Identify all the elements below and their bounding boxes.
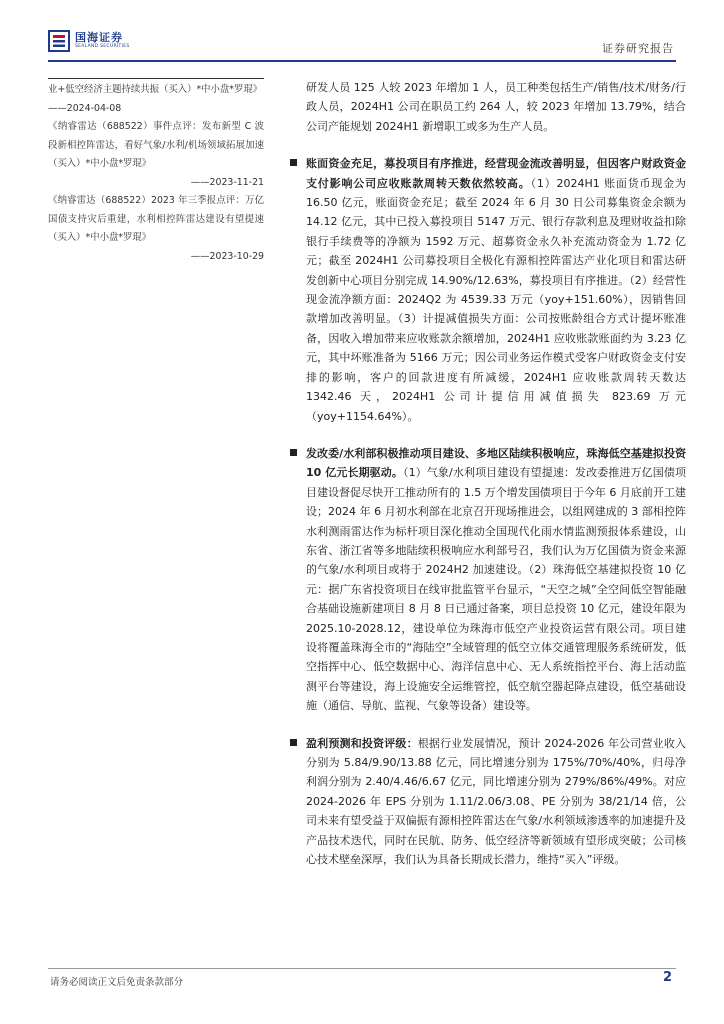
section-paragraph [306, 444, 686, 716]
company-logo [48, 30, 130, 52]
logo-cn-text: 国海证券 [75, 31, 123, 45]
page-number: 2 [662, 970, 672, 985]
related-report-title: 《纳睿雷达（688522）2023 年三季报点评：万亿国债支持灾后重建，水利相控阵雷达建设有望提速（买入）*中小盘*罗琨》 [48, 195, 264, 243]
section-heading: 发改委/水利部积极推动项目建设、多地区陆续积极响应，珠海低空基建拟投资 10 亿元长期驱动。 [306, 446, 686, 480]
related-report-date: ——2023-11-21 [190, 176, 264, 188]
square-bullet-icon [290, 739, 297, 746]
square-bullet-icon [290, 159, 297, 166]
section-capital-projects [290, 154, 686, 426]
related-reports [48, 78, 264, 266]
footer-disclaimer: 请务必阅读正文后免责条款部分 [50, 977, 184, 988]
logo-icon [48, 30, 70, 52]
related-report-date: ——2024-04-08 [48, 102, 122, 114]
related-report-item [48, 118, 264, 192]
section-forecast-rating [290, 734, 686, 870]
page-header [0, 0, 724, 62]
related-report-title: 《纳睿雷达（688522）事件点评：发布新型 C 波段新相控阵雷达，看好气象/水利/机场领域拓展加速（买入）*中小盘*罗琨》 [48, 121, 264, 169]
section-paragraph [306, 154, 686, 426]
section-body: （1）2024H1 账面货币现金为 16.50 亿元，账面资金充足；截至 2024 年 6 月 30 日公司募集资金余额为 14.12 亿元，其中已投入募投项目 5147 万元、银行存款利息及理财收益扣除银行手续费等的净额为 1592 万元、超募资金永久补充流动资金为 1.72 亿元；截至 2024H1 公司募投项目全极化有源相控阵雷达产业化项目和雷达研发创新中心项目分别完成 14.90%/12.63%，募投项目有序推进。（2）经营性现金流净额方面：2024Q2 为 4539.33 万元（yoy+151.60%），因销售回款增加改善明显。（3）计提减值损失方面：公司按账龄组合方式计提坏账准备，因收入增加带来应收账款余额增加，2024H1 应收账款账面约为 3.23 亿元，其中坏账准备为 5166 万元；因公司业务运作模式受客户财政资金支付安排的影响，客户的回款进度有所减缓，2024H1 应收账款周转天数达 1342.46 天，2024H1 公司计提信用减值损失 823.69 万元（yoy+1154.64%）。 [306, 176, 687, 423]
main-content [290, 78, 686, 869]
section-heading: 账面资金充足，募投项目有序推进，经营现金流改善明显，但因客户财政资金支付影响公司应收账款周转天数依然较高。 [306, 157, 686, 190]
section-policy-drivers [290, 444, 686, 716]
section-paragraph [306, 734, 686, 870]
intro-paragraph: 研发人员 125 人较 2023 年增加 1 人，员工种类包括生产/销售/技术/财务/行政人员，2024H1 公司在职员工约 264 人，较 2023 年增加 13.79%，结合公司产能规划 2024H1 新增职工或多为生产人员。 [306, 81, 686, 133]
related-report-title: 业+低空经济主题持续共振（买入）*中小盘*罗琨》 [48, 84, 263, 95]
related-report-item [48, 81, 264, 118]
related-report-date: ——2023-10-29 [190, 250, 264, 262]
header-divider [48, 60, 676, 62]
related-report-item [48, 192, 264, 266]
logo-en-text: SEALAND SECURITIES [75, 44, 130, 50]
section-heading: 盈利预测和投资评级： [306, 736, 418, 750]
footer-divider [48, 968, 676, 969]
square-bullet-icon [290, 449, 297, 456]
section-body: （1）气象/水利项目建设有望提速：发改委推进万亿国债项目建设督促尽快开工推动所有的 1.5 万个增发国债项目于今年 6 月底前开工建设；2024 年 6 月初水利部在北京召开现场推进会，以组网建成的 3 部相控阵水利测雨雷达作为标杆项目深化推动全国现代化雨水情监测预报体系建设，山东省、浙江省等多地陆续积极响应水利部号召，我们认为万亿国债为资金来源的气象/水利项目或将于 2024H2 加速建设。（2）珠海低空基建拟投资 10 亿元：据广东省投资项目在线审批监管平台显示，“天空之城”全空间低空智能融合基础设施新建项目 8 月 8 日已通过备案，项目总投资 10 亿元，建设年限为 2025.10-2028.12，建设单位为珠海市低空产业投资运营有限公司。项目建设将覆盖珠海全市的“海陆空”全域管理的低空立体交通管理服务系统研发，低空指挥中心、低空数据中心、海洋信息中心、无人系统指控平台、海上活动监测平台等建设，海上设施安全运维管控，低空航空器起降点建设，低空基础设施（通信、导航、监视、气象等设备）建设等。 [306, 466, 686, 713]
document-type: 证券研究报告 [602, 42, 674, 55]
section-body: 根据行业发展情况，预计 2024-2026 年公司营业收入分别为 5.84/9.90/13.88 亿元，同比增速分别为 175%/70%/40%，归母净利润分别为 2.40/4.46/6.67 亿元，同比增速分别为 279%/86%/49%。对应 2024-2026 年 EPS 分别为 1.11/2.06/3.08、PE 分别为 38/21/14 倍，公司未来有望受益于双偏振有源相控阵雷达在气象/水利领域渗透率的加速提升及产品技术迭代，同时在民航、防务、低空经济等新领域有望形成突破；公司核心技术壁垒深厚，我们认为具备长期成长潜力，维持“买入”评级。 [306, 736, 687, 867]
